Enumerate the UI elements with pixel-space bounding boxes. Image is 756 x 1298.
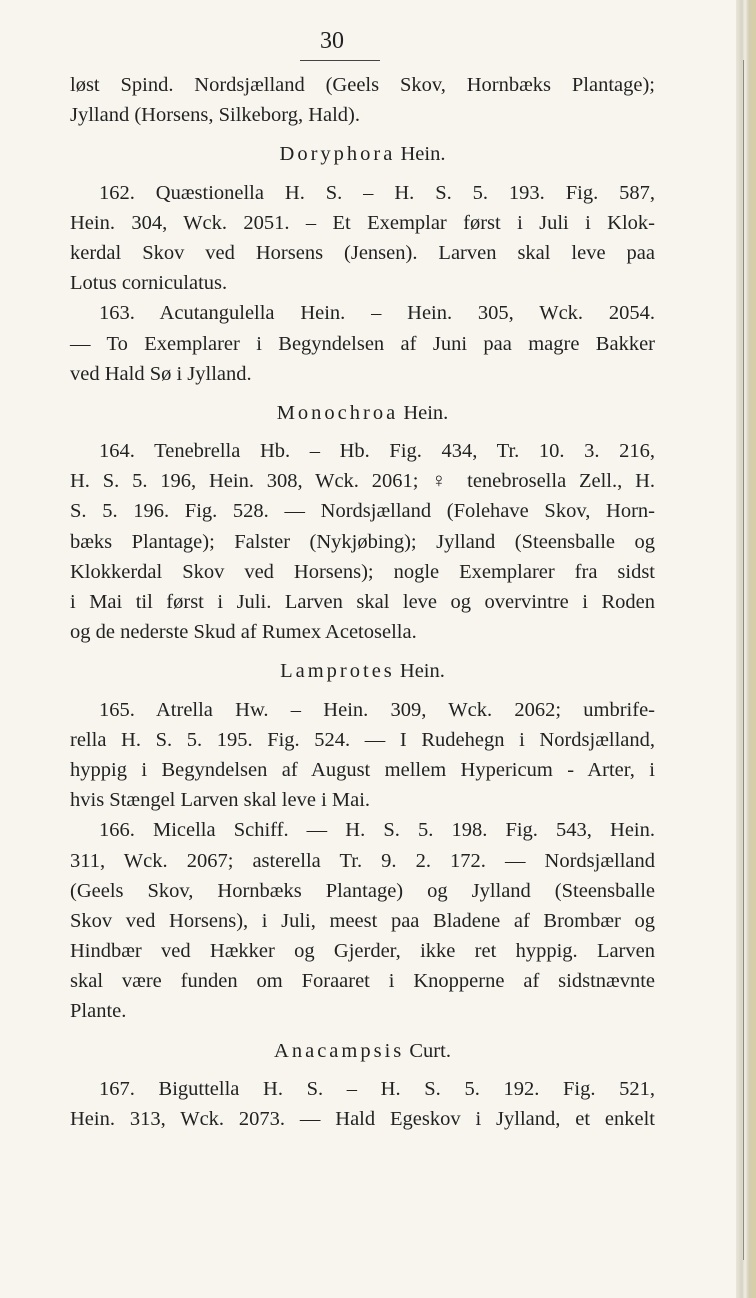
text-line: 166. Micella Schiff. — H. S. 5. 198. Fig. 543, Hein. [99,819,655,842]
body-text [70,70,655,1134]
text-line: i Mai til først i Juli. Larven skal leve og overvintre i Roden [70,591,655,613]
page-number: 30 [320,28,344,54]
text-line: Plante. [70,1000,127,1023]
text-line: 167. Biguttella H. S. – H. S. 5. 192. Fig. 521, [99,1077,655,1100]
genus-author: Hein. [400,143,446,166]
genus-heading [70,656,655,686]
text-line: 311, Wck. 2067; asterella Tr. 9. 2. 172. — Nordsjælland [70,849,655,872]
genus-heading [70,1036,655,1066]
text-line: bæks Plantage); Falster (Nykjøbing); Jylland (Steensballe og [70,530,655,553]
page-edge-line [743,60,744,1260]
text-line: Hein. 313, Wck. 2073. — Hald Egeskov i Jylland, et enkelt [70,1108,655,1130]
text-line: 164. Tenebrella Hb. – Hb. Fig. 434, Tr. 10. 3. 216, [99,440,655,463]
text-line: rella H. S. 5. 195. Fig. 524. — I Rudehegn i Nordsjælland, [70,728,655,751]
text-line: — To Exemplarer i Begyndelsen af Juni paa magre Bakker [70,332,655,355]
genus-name: Anacampsis [274,1039,405,1062]
genus-name: Monochroa [276,401,399,424]
genus-heading [70,398,655,428]
text-line: 165. Atrella Hw. – Hein. 309, Wck. 2062; umbrife- [99,698,655,721]
genus-author: Hein. [399,660,445,683]
text-line: kerdal Skov ved Horsens (Jensen). Larven skal leve paa [70,241,655,264]
text-line: hyppig i Begyndelsen af August mellem Hypericum - Arter, i [70,758,655,781]
text-line: Skov ved Horsens), i Juli, meest paa Bladene af Brombær og [70,909,655,932]
text-line: 163. Acutangulella Hein. – Hein. 305, Wck. 2054. [99,302,655,325]
text-line: løst Spind. Nordsjælland (Geels Skov, Hornbæks Plantage); [70,74,655,96]
text-line: S. 5. 196. Fig. 528. — Nordsjælland (Folehave Skov, Horn- [70,500,655,523]
genus-author: Hein. [403,401,449,424]
text-line: og de nederste Skud af Rumex Acetosella. [70,621,417,644]
genus-heading [70,139,655,169]
text-line: skal være funden om Foraaret i Knopperne af sidstnævnte [70,970,655,993]
text-line: Jylland (Horsens, Silkeborg, Hald). [70,104,361,127]
text-line: Lotus corniculatus. [70,272,228,295]
text-line: H. S. 5. 196, Hein. 308, Wck. 2061; ♀ tenebrosella Zell., H. [70,470,655,493]
text-line: (Geels Skov, Hornbæks Plantage) og Jylland (Steensballe [70,879,655,902]
text-line: Hindbær ved Hækker og Gjerder, ikke ret hyppig. Larven [70,940,655,963]
text-line: 162. Quæstionella H. S. – H. S. 5. 193. Fig. 587, [99,181,655,204]
genus-name: Doryphora [279,143,396,166]
text-line: Hein. 304, Wck. 2051. – Et Exemplar først i Juli i Klok- [70,211,655,234]
page-number-underline [300,60,380,61]
text-line: Klokkerdal Skov ved Horsens); nogle Exemplarer fra sidst [70,560,655,583]
genus-author: Curt. [409,1039,451,1062]
text-line: hvis Stængel Larven skal leve i Mai. [70,789,371,812]
text-line: ved Hald Sø i Jylland. [70,362,252,385]
page-edge-shadow [736,0,756,1298]
genus-name: Lamprotes [280,660,395,683]
